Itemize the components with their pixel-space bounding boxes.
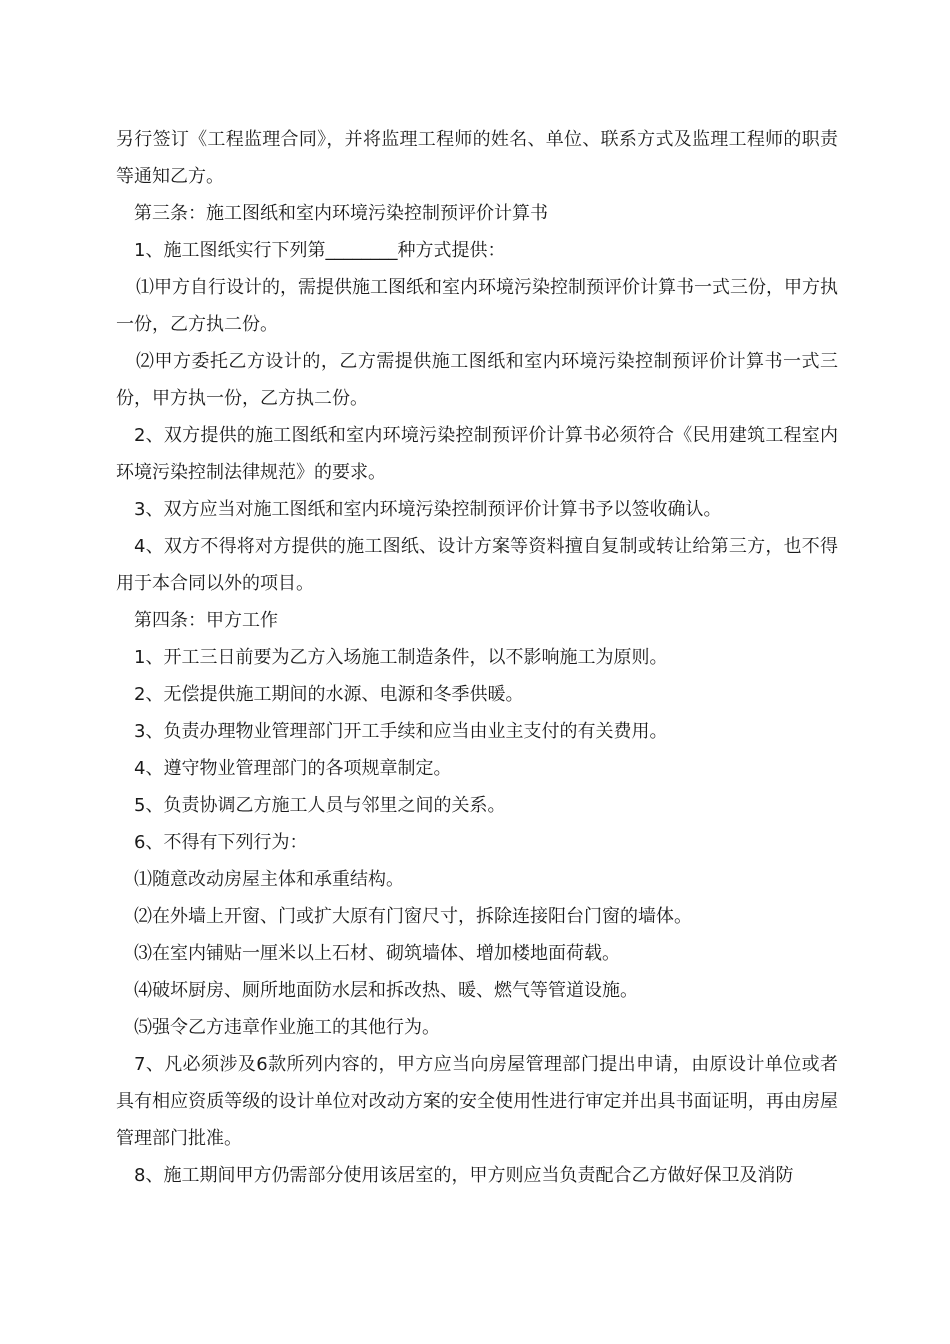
clause-3-2: 2、双方提供的施工图纸和室内环境污染控制预评价计算书必须符合《民用建筑工程室内环境污染控制法律规范》的要求。 [116,425,838,483]
clause-4-3: 3、负责办理物业管理部门开工手续和应当由业主支付的有关费用。 [134,721,668,742]
clause-4-6-item-1: ⑴随意改动房屋主体和承重结构。 [134,869,404,890]
clause-4-4: 4、遵守物业管理部门的各项规章制定。 [134,758,452,779]
clause-4-5: 5、负责协调乙方施工人员与邻里之间的关系。 [134,795,506,816]
clause-4-6: 6、不得有下列行为： [134,832,308,853]
clause-4-7: 7、凡必须涉及6款所列内容的，甲方应当向房屋管理部门提出申请，由原设计单位或者具有相应资质等级的设计单位对改动方案的安全使用性进行审定并出具书面证明，再由房屋管理部门批准。 [116,1054,838,1149]
clause-3-1: 1、施工图纸实行下列第________种方式提供： [134,240,506,261]
clause-4-8: 8、施工期间甲方仍需部分使用该居室的，甲方则应当负责配合乙方做好保卫及消防 [134,1165,794,1186]
clause-4-6-item-4: ⑷破坏厨房、厕所地面防水层和拆改热、暖、燃气等管道设施。 [134,980,638,1001]
clause-3-1-item-2: ⑵甲方委托乙方设计的，乙方需提供施工图纸和室内环境污染控制预评价计算书一式三份，甲方执一份，乙方执二份。 [116,351,838,409]
article-three-heading: 第三条：施工图纸和室内环境污染控制预评价计算书 [134,203,548,224]
article-four-heading: 第四条：甲方工作 [134,610,278,631]
clause-4-2: 2、无偿提供施工期间的水源、电源和冬季供暖。 [134,684,524,705]
clause-3-1-item-1: ⑴甲方自行设计的，需提供施工图纸和室内环境污染控制预评价计算书一式三份，甲方执一份，乙方执二份。 [116,277,838,335]
document-body [116,121,838,1194]
paragraph-continuation: 另行签订《工程监理合同》，并将监理工程师的姓名、单位、联系方式及监理工程师的职责等通知乙方。 [116,129,838,187]
clause-4-6-item-2: ⑵在外墙上开窗、门或扩大原有门窗尺寸，拆除连接阳台门窗的墙体。 [134,906,692,927]
clause-4-6-item-5: ⑸强令乙方违章作业施工的其他行为。 [134,1017,440,1038]
clause-3-4: 4、双方不得将对方提供的施工图纸、设计方案等资料擅自复制或转让给第三方，也不得用于本合同以外的项目。 [116,536,838,594]
clause-4-1: 1、开工三日前要为乙方入场施工制造条件，以不影响施工为原则。 [134,647,668,668]
clause-3-3: 3、双方应当对施工图纸和室内环境污染控制预评价计算书予以签收确认。 [134,499,722,520]
clause-4-6-item-3: ⑶在室内铺贴一厘米以上石材、砌筑墙体、增加楼地面荷载。 [134,943,620,964]
